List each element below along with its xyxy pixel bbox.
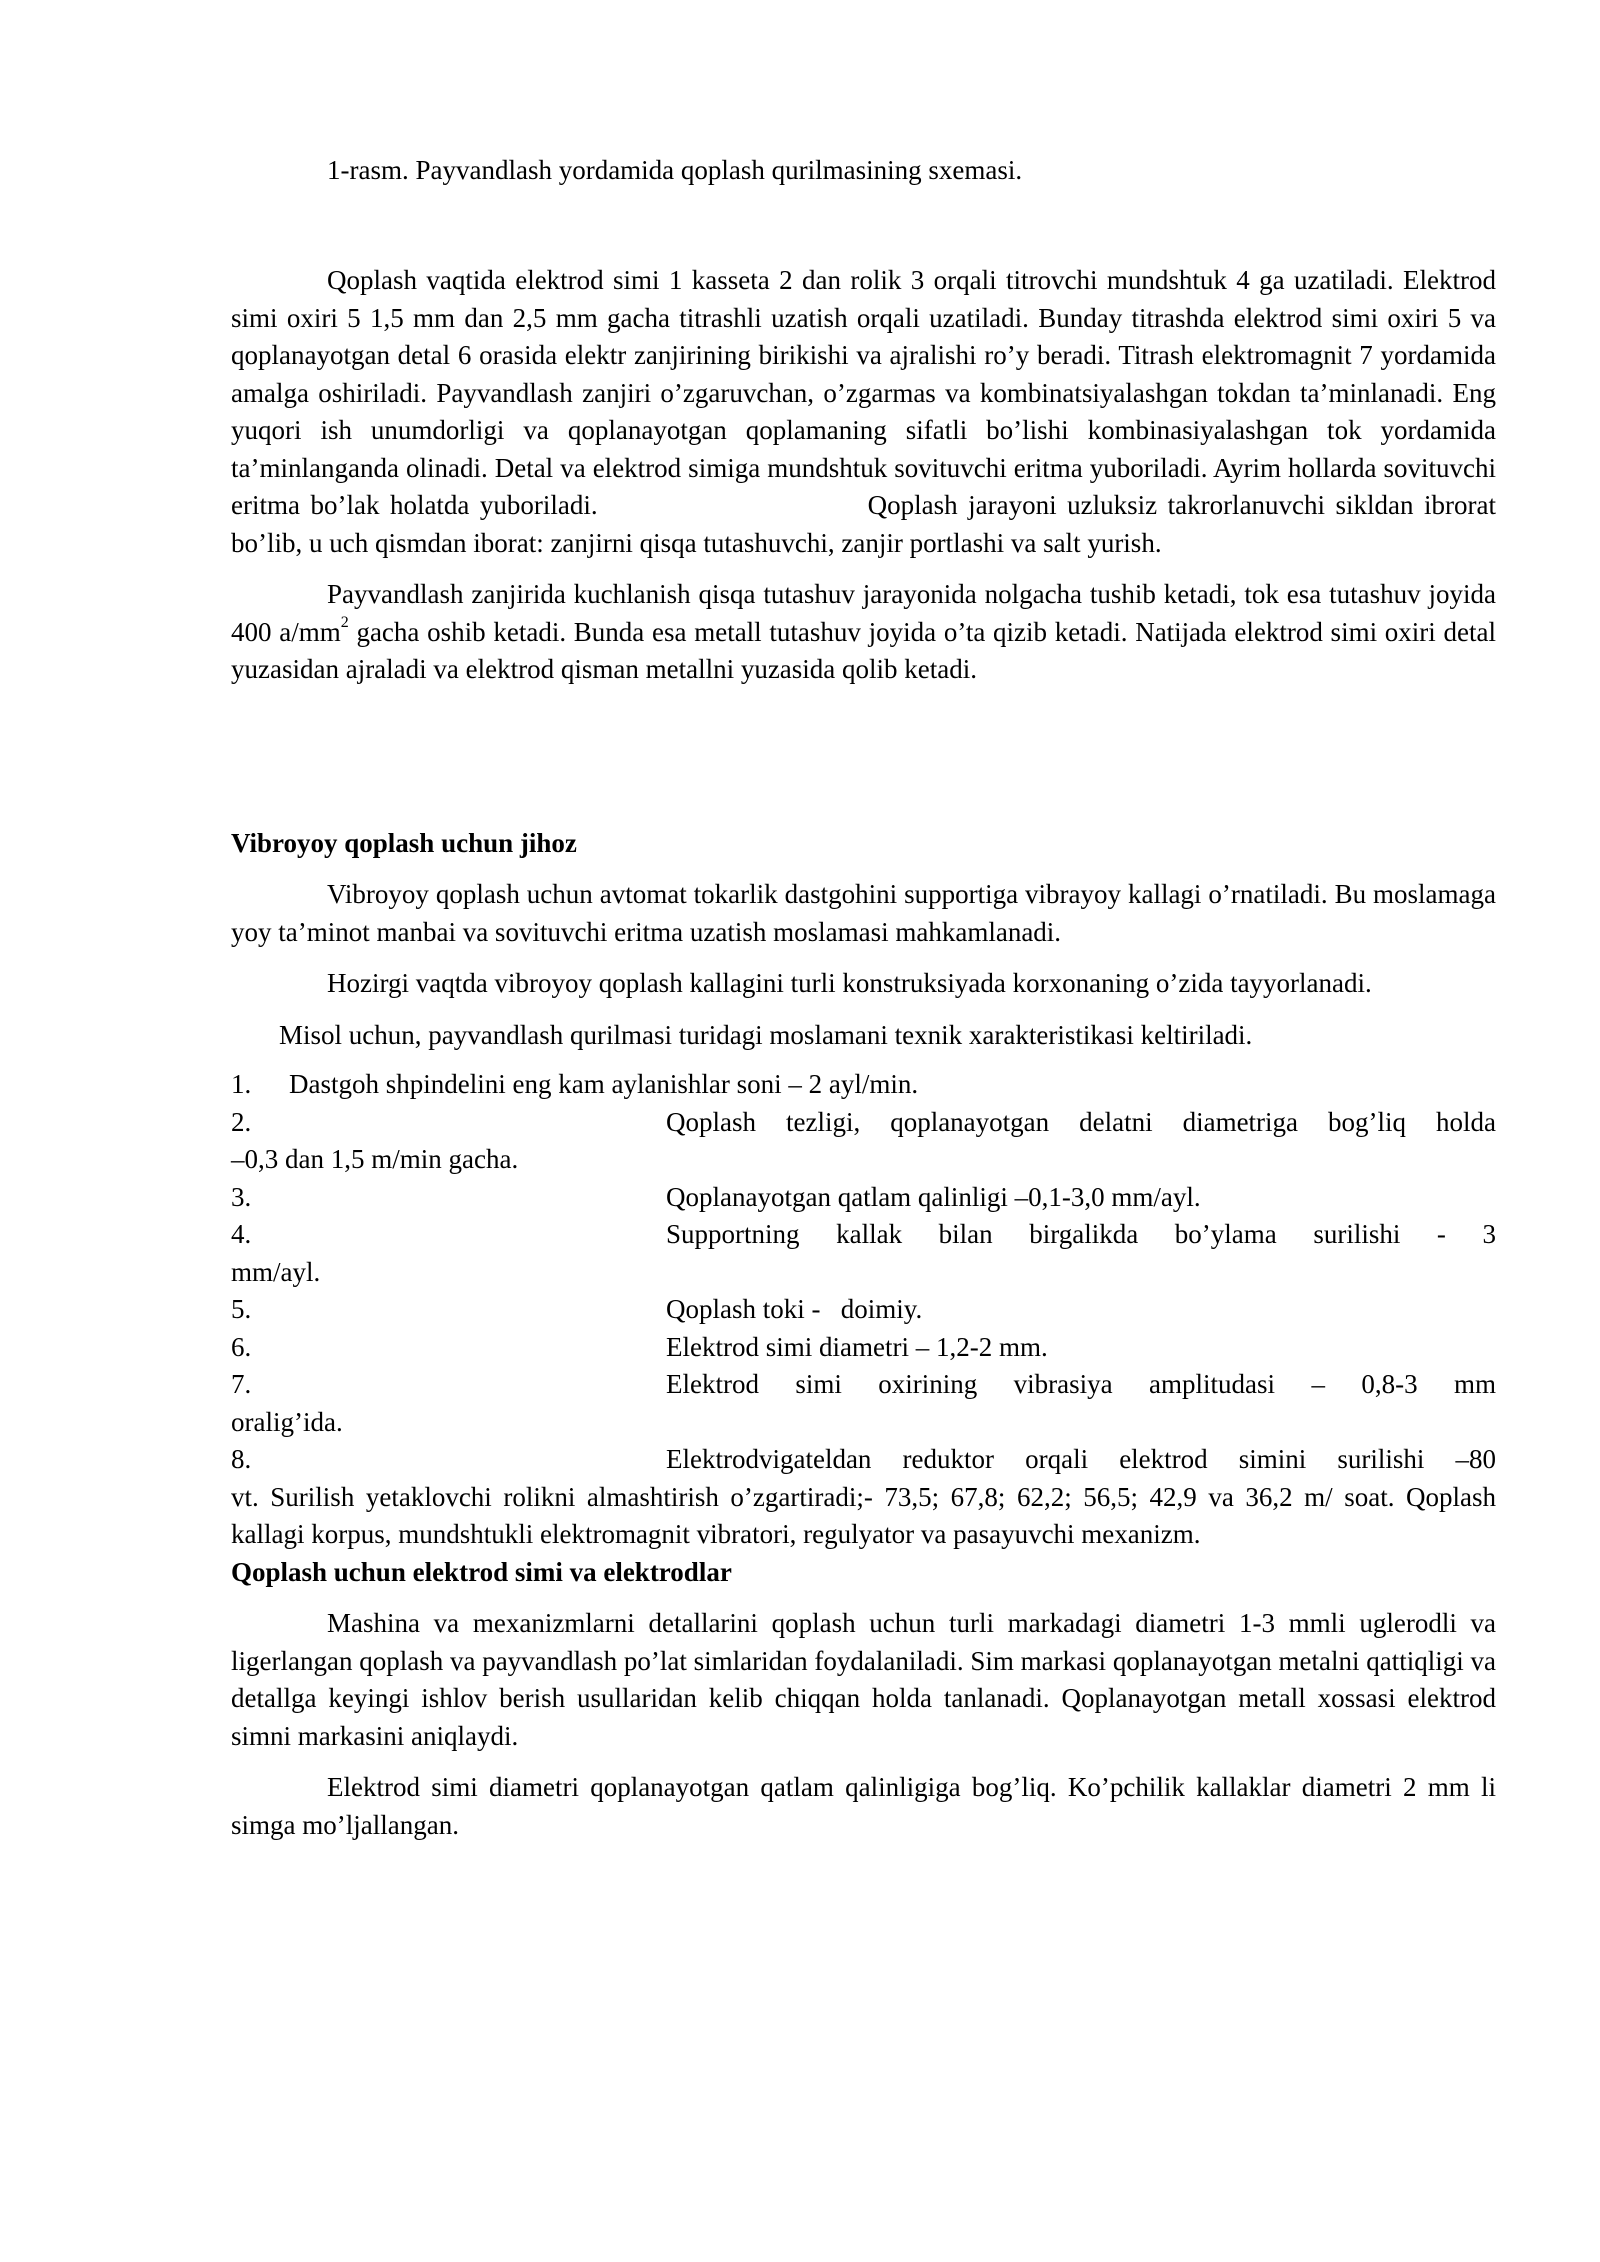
list-item-continuation: –0,3 dan 1,5 m/min gacha. — [231, 1144, 519, 1174]
list-item-continuation: vt. Surilish yetaklovchi rolikni almashtirish o’zgartiradi;- 73,5; 67,8; 62,2; 56,5; 42,9 va 36,2 m/ soat. Qoplash kallagi korpus, mundshtukli elektromagnit vibratori, regulyator va pasayuvchi mexanizm. — [231, 1481, 1496, 1549]
list-item — [231, 1329, 1496, 1367]
superscript-exponent: 2 — [340, 613, 349, 631]
paragraph-wire-types: Mashina va mexanizmlarni detallarini qoplash uchun turli markadagi diametri 1-3 mmli uglerodli va ligerlangan qoplash va payvandlash po’lat simlaridan foydalaniladi. Sim markasi qoplanayotgan metalni qattiqligi va detallga keyingi ishlov berish usullaridan kelib chiqqan holda tanlanadi. Qoplanayotgan metall xossasi elektrod simni markasini aniqlaydi. — [231, 1608, 1496, 1751]
document-body — [231, 262, 1496, 1844]
list-item — [231, 1291, 1496, 1329]
list-item-text: Elektrodvigateldan reduktor orqali elektrod simini surilishi –80 — [666, 1444, 1496, 1474]
list-item — [231, 1216, 1496, 1291]
paragraph-wire-diameter: Elektrod simi diametri qoplanayotgan qatlam qalinligiga bog’liq. Ko’pchilik kallaklar diametri 2 mm li simga mo’ljallangan. — [231, 1772, 1496, 1840]
paragraph-text-tail: Qoplash jarayoni uzluksiz takrorlanuvchi sikldan ibrorat bo’lib, u uch qismdan iborat: zanjirni qisqa tutashuvchi, zanjir portlashi va salt yurish. — [231, 490, 1496, 558]
paragraph-welding-process — [231, 262, 1496, 562]
list-item-number: 8. — [231, 1444, 252, 1474]
figure-caption: 1-rasm. Payvandlash yordamida qoplash qurilmasining sxemasi. — [327, 155, 1023, 185]
list-item-text: Supportning kallak bilan birgalikda bo’ylama surilishi - 3 — [666, 1219, 1496, 1249]
list-item-continuation: oralig’ida. — [231, 1406, 343, 1437]
list-item-text: Qoplanayotgan qatlam qalinligi –0,1-3,0 mm/ayl. — [666, 1181, 1201, 1212]
list-item — [231, 1104, 1496, 1179]
list-item-number: 4. — [231, 1219, 252, 1249]
list-item-number: 3. — [231, 1181, 252, 1212]
list-item-number: 2. — [231, 1106, 252, 1137]
list-item-text: Elektrod simi diametri – 1,2-2 mm. — [666, 1331, 1048, 1362]
list-item — [231, 1441, 1496, 1554]
list-item-text: Elektrod simi oxirining vibrasiya amplitudasi – 0,8-3 mm — [666, 1369, 1496, 1399]
list-item — [231, 1179, 1496, 1217]
list-item-number: 6. — [231, 1331, 252, 1362]
spec-list — [231, 1066, 1496, 1554]
list-item-number: 7. — [231, 1369, 252, 1399]
paragraph-text: Payvandlash zanjirida kuchlanish qisqa tutashuv jarayonida nolgacha tushib ketadi, tok esa tutashuv joyida 400 a/mm — [231, 579, 1496, 647]
section-heading-electrodes: Qoplash uchun elektrod simi va elektrodlar — [231, 1556, 732, 1587]
list-item-text: Qoplash toki - doimiy. — [666, 1294, 923, 1324]
paragraph-text: Qoplash vaqtida elektrod simi 1 kasseta 2 dan rolik 3 orqali titrovchi mundshtuk 4 ga uzatiladi. Elektrod simi oxiri 5 1,5 mm dan 2,5 mm gacha titrashli uzatish orqali uzatiladi. Bunday titrashda elektrod simi oxiri 5 va qoplanayotgan detal 6 orasida elektr zanjirining birikishi va ajralishi ro’y beradi. Titrash elektromagnit 7 yordamida amalga oshiriladi. Payvandlash zanjiri o’zgaruvchan, o’zgarmas va kombinatsiyalashgan tokdan ta’minlanadi. Eng yuqori ish unumdorligi va qoplanayotgan qoplamaning sifatli bo’lishi kombinasiyalashgan tok yordamida ta’minlanganda olinadi. Detal va elektrod simiga mundshtuk sovituvchi eritma yuboriladi. Ayrim hollarda sovituvchi eritma bo’lak holatda yuboriladi. — [231, 265, 1496, 520]
list-item — [231, 1366, 1496, 1441]
list-item — [231, 1066, 1496, 1104]
paragraph-example-intro: Misol uchun, payvandlash qurilmasi turidagi moslamani texnik xarakteristikasi keltiriladi. — [279, 1019, 1253, 1050]
list-item-text: Qoplash tezligi, qoplanayotgan delatni diametriga bog’liq holda — [666, 1106, 1496, 1137]
list-item-number: 1. — [231, 1069, 252, 1099]
list-item-continuation: mm/ayl. — [231, 1256, 321, 1287]
list-item-text: Dastgoh shpindelini eng kam aylanishlar soni – 2 ayl/min. — [289, 1069, 919, 1099]
paragraph-text-cont: gacha oshib ketadi. Bunda esa metall tutashuv joyida o’ta qizib ketadi. Natijada elektrod simi oxiri detal yuzasidan ajraladi va elektrod qisman metallni yuzasida qolib ketadi. — [231, 616, 1496, 684]
paragraph-vibroyoy-construction: Hozirgi vaqtda vibroyoy qoplash kallagini turli konstruksiyada korxonaning o’zida tayyorlanadi. — [327, 968, 1372, 998]
section-heading-vibroyoy: Vibroyoy qoplash uchun jihoz — [231, 827, 577, 858]
paragraph-short-circuit — [231, 576, 1496, 689]
paragraph-vibroyoy-setup: Vibroyoy qoplash uchun avtomat tokarlik dastgohini supportiga vibrayoy kallagi o’rnatiladi. Bu moslamaga yoy ta’minot manbai va sovituvchi eritma uzatish moslamasi mahkamlanadi. — [231, 879, 1496, 947]
list-item-number: 5. — [231, 1294, 252, 1324]
